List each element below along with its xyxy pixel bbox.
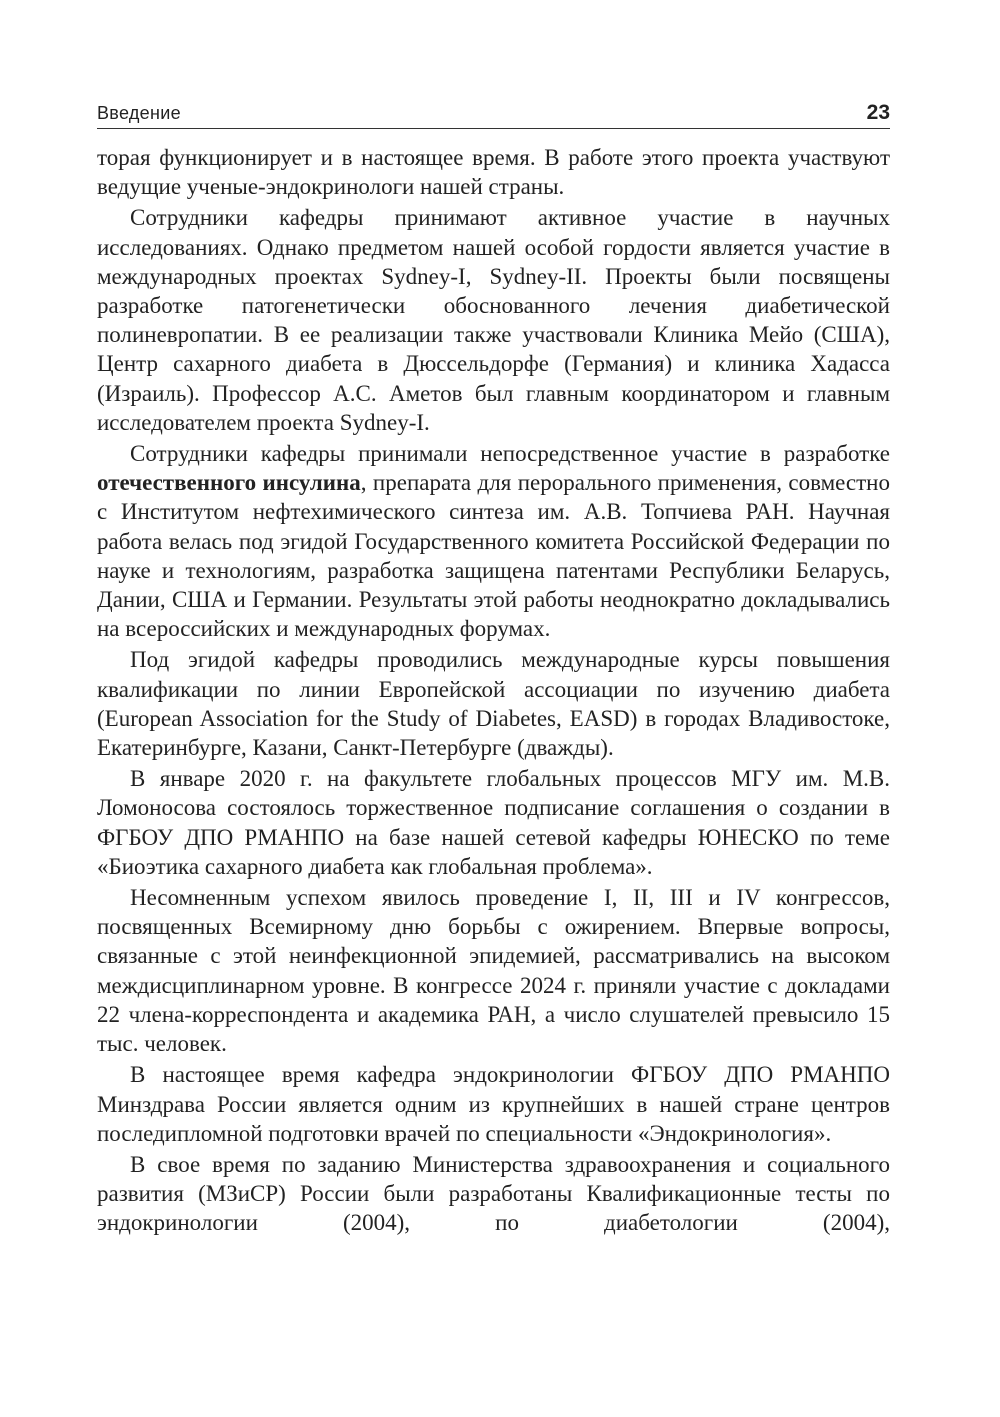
paragraph-5: В январе 2020 г. на факультете глобальных процессов МГУ им. М.В. Ломоносова состоялось торжественное подписание соглашения о создании в ФГБОУ ДПО РМАНПО на базе нашей сетевой кафедры ЮНЕСКО по теме «Биоэтика сахарного диабета как глобальная проблема». bbox=[97, 766, 890, 879]
paragraph-2: Сотрудники кафедры принимают активное участие в научных исследованиях. Однако предметом нашей особой гордости является участие в международных проектах Sydney-I, Sydney-II. Проекты были посвящены разработке патогенетически обоснованного лечения диабетической полиневропатии. В ее реализации также участвовали Клиника Мейо (США), Центр сахарного диабета в Дюссельдорфе (Германия) и клиника Хадасса (Израиль). Профессор А.С. Аметов был главным координатором и главным исследователем проекта Sydney-I. bbox=[97, 205, 890, 435]
section-title: Введение bbox=[97, 103, 181, 123]
bold-term: отечественного инсулина bbox=[97, 470, 361, 496]
running-header bbox=[97, 98, 890, 129]
paragraph-6: Несомненным успехом явилось проведение I, II, III и IV конгрессов, посвященных Всемирному дню борьбы с ожирением. Впервые вопросы, связанные с этой неинфекционной эпидемией, рассматривались на высоком междисциплинарном уровне. В конгрессе 2024 г. приняли участие с докладами 22 члена-корреспондента и академика РАН, а число слушателей превысило 15 тыс. человек. bbox=[97, 885, 890, 1057]
page-number: 23 bbox=[866, 101, 890, 124]
paragraph-4: Под эгидой кафедры проводились международные курсы повышения квалификации по линии Европейской ассоциации по изучению диабета (European Association for the Study of Diabetes, EASD) в городах Владивостоке, Екатеринбурге, Казани, Санкт-Петербурге (дважды). bbox=[97, 647, 890, 761]
paragraph-8: В свое время по заданию Министерства здравоохранения и социального развития (МЗиСР) России были разработаны Квалификационные тесты по эндокринологии (2004), по диабетологии (2004), bbox=[97, 1151, 890, 1236]
body-text bbox=[97, 143, 890, 1238]
book-page bbox=[97, 98, 890, 1240]
paragraph-3-part-1: Сотрудники кафедры принимали непосредственное участие в разработке bbox=[130, 441, 890, 467]
paragraph-1: торая функционирует и в настоящее время. В работе этого проекта участвуют ведущие ученые-эндокринологи нашей страны. bbox=[97, 145, 890, 200]
paragraph-3-part-2: , препарата для перорального применения, совместно с Институтом нефтехимического синтеза им. А.В. Топчиева РАН. Научная работа велась под эгидой Государственного комитета Российской Федерации по науке и технологиям, разработка защищена патентами Республики Беларусь, Дании, США и Германии. Результаты этой работы неоднократно докладывались на всероссийских и международных форумах. bbox=[97, 470, 890, 642]
paragraph-3 bbox=[97, 439, 890, 643]
paragraph-7: В настоящее время кафедра эндокринологии ФГБОУ ДПО РМАНПО Минздрава России является одним из крупнейших в нашей стране центров последипломной подготовки врачей по специальности «Эндокринология». bbox=[97, 1062, 890, 1146]
